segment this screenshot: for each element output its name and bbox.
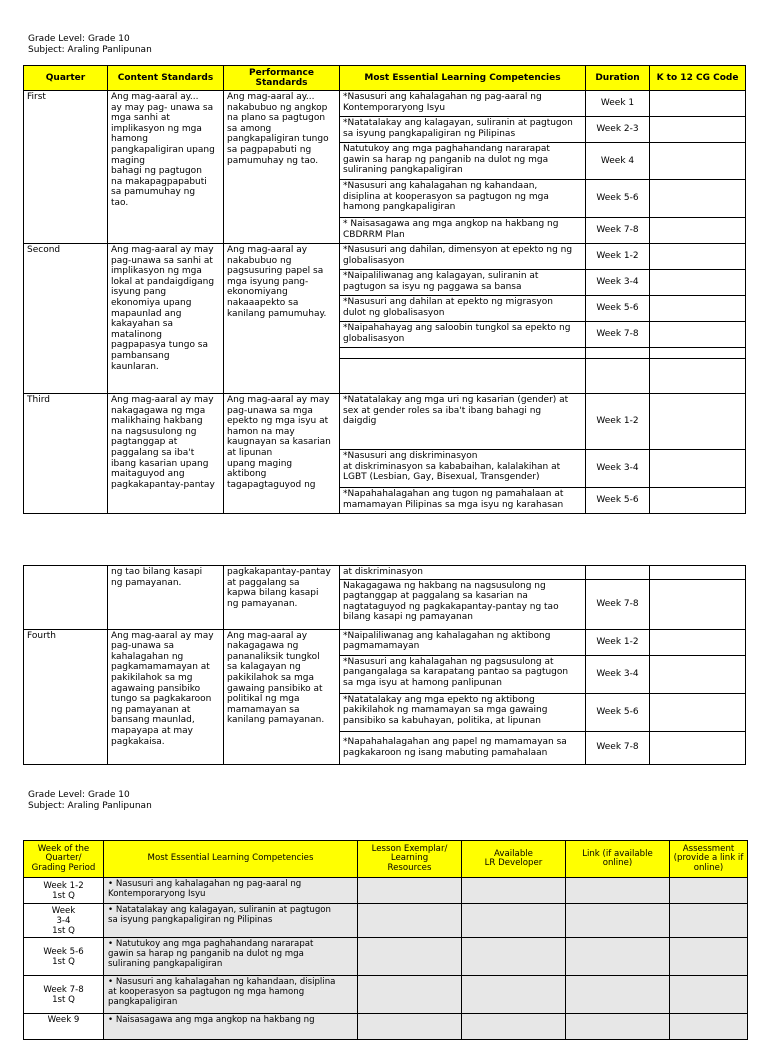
table-row <box>24 91 746 117</box>
competency-cell: *Naipahahayag ang saloobin tungkol sa epekto ng globalisasyon <box>340 322 586 348</box>
link-cell <box>566 878 670 904</box>
assessment-cell <box>670 976 748 1014</box>
duration-cell: Week 7-8 <box>586 731 650 764</box>
melc-table-part2 <box>23 565 746 765</box>
week-cell: Week 1-2 1st Q <box>24 878 104 904</box>
quarter-cell: First <box>24 91 108 244</box>
cg-code-cell <box>650 731 746 764</box>
lr-developer-cell <box>462 976 566 1014</box>
content-standard-cell: Ang mag-aaral ay may pag-unawa sa kahalagahan ng pagkamamamayan at pakikilahok sa mg agawaing pansibiko tungo sa pagkakaroon ng pamayanan at bansang maunlad, mapayapa at may pagkakaisa. <box>108 629 224 764</box>
competency-cell: *Natatalakay ang mga epekto ng aktibong pakikilahok ng mamamayan sa mga gawaing pansibiko sa kabuhayan, politika, at lipunan <box>340 693 586 731</box>
competency-cell: *Napahahalagahan ang papel ng mamamayan sa pagkakaroon ng isang mabuting pamahalaan <box>340 731 586 764</box>
week-cell: Week 3-4 1st Q <box>24 904 104 938</box>
duration-cell <box>586 359 650 394</box>
quarter-cell: Fourth <box>24 629 108 764</box>
table-row <box>24 244 746 270</box>
competency-cell: • Natutukoy ang mga paghahandang nararapat gawin sa harap ng panganib na dulot ng mga suliraning pangkapaligiran <box>104 938 358 976</box>
duration-cell: Week 3-4 <box>586 450 650 488</box>
header-melc: Most Essential Learning Competencies <box>104 841 358 878</box>
lesson-exemplar-cell <box>358 904 462 938</box>
competency-cell <box>340 359 586 394</box>
subject-2: Subject: Araling Panlipunan <box>28 801 152 811</box>
table-header-row <box>24 66 746 91</box>
duration-cell: Week 7-8 <box>586 218 650 244</box>
lesson-exemplar-cell <box>358 938 462 976</box>
performance-standard-cell: Ang mag-aaral ay... nakabubuo ng angkop na plano sa pagtugon sa among pangkapaligiran tungo sa pagpapabuti ng pamumuhay ng tao. <box>224 91 340 244</box>
duration-cell: Week 1-2 <box>586 394 650 450</box>
competency-cell: Nakagagawa ng hakbang na nagsusulong ng pagtanggap at paggalang sa kasarian na nagtataguyod ng pagkakapantay-pantay ng tao bilang kasapi ng pamayanan <box>340 579 586 629</box>
content-standard-cell: ng tao bilang kasapi ng pamayanan. <box>108 566 224 630</box>
cg-code-cell <box>650 270 746 296</box>
subject-1: Subject: Araling Panlipunan <box>28 45 152 55</box>
link-cell <box>566 976 670 1014</box>
content-standard-cell: Ang mag-aaral ay may nakagagawa ng mga malikhaing hakbang na nagsusulong ng pagtanggap at paggalang sa iba't ibang kasarian upang maitaguyod ang pagkakapantay-pantay <box>108 394 224 514</box>
lr-developer-cell <box>462 904 566 938</box>
assessment-cell <box>670 1014 748 1040</box>
duration-cell: Week 5-6 <box>586 296 650 322</box>
lesson-exemplar-cell <box>358 878 462 904</box>
table-header-row <box>24 841 748 878</box>
header-quarter: Quarter <box>24 66 108 91</box>
cg-code-cell <box>650 450 746 488</box>
duration-cell: Week 3-4 <box>586 270 650 296</box>
cg-code-cell <box>650 296 746 322</box>
header-week: Week of the Quarter/ Grading Period <box>24 841 104 878</box>
duration-cell: Week 2-3 <box>586 117 650 143</box>
week-cell: Week 5-6 1st Q <box>24 938 104 976</box>
cg-code-cell <box>650 117 746 143</box>
duration-cell: Week 7-8 <box>586 579 650 629</box>
quarter-cell: Third <box>24 394 108 514</box>
performance-standard-cell: Ang mag-aaral ay nakagagawa ng pananaliksik tungkol sa kalagayan ng pakikilahok sa mga gawaing pansibiko at politikal ng mga mamamayan sa kanilang pamayanan. <box>224 629 340 764</box>
competency-cell: *Naipaliliwanag ang kahalagahan ng aktibong pagmamamayan <box>340 629 586 655</box>
header-cg-code: K to 12 CG Code <box>650 66 746 91</box>
duration-cell: Week 5-6 <box>586 180 650 218</box>
competency-cell: *Naipaliliwanag ang kalagayan, suliranin at pagtugon sa isyu ng paggawa sa bansa <box>340 270 586 296</box>
link-cell <box>566 904 670 938</box>
header-performance-standards: Performance Standards <box>224 66 340 91</box>
duration-cell: Week 4 <box>586 143 650 180</box>
competency-cell: • Naisasagawa ang mga angkop na hakbang ng <box>104 1014 358 1040</box>
grade-level-2: Grade Level: Grade 10 <box>28 790 130 800</box>
lr-developer-cell <box>462 878 566 904</box>
table-row <box>24 1014 748 1040</box>
competency-cell: * Naisasagawa ang mga angkop na hakbang ng CBDRRM Plan <box>340 218 586 244</box>
competency-cell: • Nasusuri ang kahalagahan ng kahandaan, disiplina at kooperasyon sa pagtugon ng mga hamong pangkapaligiran <box>104 976 358 1014</box>
performance-standard-cell: Ang mag-aaral ay may pag-unawa sa mga epekto ng mga isyu at hamon na may kaugnayan sa kasarian at lipunan upang maging aktibong tagapagtaguyod ng <box>224 394 340 514</box>
header-duration: Duration <box>586 66 650 91</box>
content-standard-cell: Ang mag-aaral ay... ay may pag- unawa sa mga sanhi at implikasyon ng mga hamong pangkapaligiran upang maging bahagi ng pagtugon na makapagpapabuti sa pamumuhay ng tao. <box>108 91 224 244</box>
header-melc: Most Essential Learning Competencies <box>340 66 586 91</box>
competency-cell <box>340 348 586 359</box>
table-row <box>24 629 746 655</box>
competency-cell: *Nasusuri ang kahalagahan ng kahandaan, disiplina at kooperasyon sa pagtugon ng mga hamong pangkapaligiran <box>340 180 586 218</box>
header-link: Link (if available online) <box>566 841 670 878</box>
quarter-cell: Second <box>24 244 108 394</box>
competency-cell: • Natatalakay ang kalagayan, suliranin at pagtugon sa isyung pangkapaligiran ng Pilipinas <box>104 904 358 938</box>
cg-code-cell <box>650 322 746 348</box>
competency-cell: *Nasusuri ang kahalagahan ng pagsusulong at pangangalaga sa karapatang pantao sa pagtugon sa mga isyu at hamong panlipunan <box>340 655 586 693</box>
assessment-cell <box>670 878 748 904</box>
lesson-exemplar-cell <box>358 976 462 1014</box>
competency-cell: *Natatalakay ang mga uri ng kasarian (gender) at sex at gender roles sa iba't ibang bahagi ng daigdig <box>340 394 586 450</box>
table-row <box>24 878 748 904</box>
cg-code-cell <box>650 244 746 270</box>
cg-code-cell <box>650 566 746 580</box>
cg-code-cell <box>650 488 746 514</box>
table-row <box>24 938 748 976</box>
lr-developer-cell <box>462 938 566 976</box>
header-content-standards: Content Standards <box>108 66 224 91</box>
competency-cell: *Nasusuri ang diskriminasyon at diskriminasyon sa kababaihan, kalalakihan at LGBT (Lesbian, Gay, Bisexual, Transgender) <box>340 450 586 488</box>
header-lr-developer: Available LR Developer <box>462 841 566 878</box>
melc-table-part1 <box>23 65 746 514</box>
cg-code-cell <box>650 180 746 218</box>
content-standard-cell: Ang mag-aaral ay may pag-unawa sa sanhi at implikasyon ng mga lokal at pandaigdigang isyung pang ekonomiya upang mapaunlad ang kakayahan sa matalinong pagpapasya tungo sa pambansang kaunlaran. <box>108 244 224 394</box>
duration-cell: Week 7-8 <box>586 322 650 348</box>
table-row <box>24 566 746 580</box>
assessment-cell <box>670 938 748 976</box>
competency-cell: *Nasusuri ang dahilan at epekto ng migrasyon dulot ng globalisasyon <box>340 296 586 322</box>
cg-code-cell <box>650 579 746 629</box>
table-row <box>24 976 748 1014</box>
competency-cell: *Napahahalagahan ang tugon ng pamahalaan at mamamayan Pilipinas sa mga isyu ng karahasan <box>340 488 586 514</box>
lr-developer-cell <box>462 1014 566 1040</box>
table-row <box>24 394 746 450</box>
performance-standard-cell: pagkakapantay-pantay at paggalang sa kapwa bilang kasapi ng pamayanan. <box>224 566 340 630</box>
cg-code-cell <box>650 143 746 180</box>
header-assessment: Assessment (provide a link if online) <box>670 841 748 878</box>
cg-code-cell <box>650 394 746 450</box>
header-lesson-exemplar: Lesson Exemplar/ Learning Resources <box>358 841 462 878</box>
duration-cell: Week 5-6 <box>586 488 650 514</box>
lesson-exemplar-cell <box>358 1014 462 1040</box>
competency-cell: • Nasusuri ang kahalagahan ng pag-aaral ng Kontemporaryong Isyu <box>104 878 358 904</box>
cg-code-cell <box>650 348 746 359</box>
competency-cell: *Nasusuri ang dahilan, dimensyon at epekto ng ng globalisasyon <box>340 244 586 270</box>
cg-code-cell <box>650 218 746 244</box>
week-cell: Week 7-8 1st Q <box>24 976 104 1014</box>
cg-code-cell <box>650 693 746 731</box>
duration-cell: Week 3-4 <box>586 655 650 693</box>
week-cell: Week 9 <box>24 1014 104 1040</box>
duration-cell <box>586 348 650 359</box>
competency-cell: Natutukoy ang mga paghahandang nararapat gawin sa harap ng panganib na dulot ng mga suliraning pangkapaligiran <box>340 143 586 180</box>
performance-standard-cell: Ang mag-aaral ay nakabubuo ng pagsusuring papel sa mga isyung pang- ekonomiyang nakaaapekto sa kanilang pamumuhay. <box>224 244 340 394</box>
competency-cell: *Nasusuri ang kahalagahan ng pag-aaral ng Kontemporaryong Isyu <box>340 91 586 117</box>
cg-code-cell <box>650 91 746 117</box>
duration-cell: Week 1-2 <box>586 629 650 655</box>
link-cell <box>566 938 670 976</box>
assessment-cell <box>670 904 748 938</box>
competency-cell: at diskriminasyon <box>340 566 586 580</box>
quarter-cell <box>24 566 108 630</box>
competency-cell: *Natatalakay ang kalagayan, suliranin at pagtugon sa isyung pangkapaligiran ng Pilipinas <box>340 117 586 143</box>
link-cell <box>566 1014 670 1040</box>
grade-level-1: Grade Level: Grade 10 <box>28 34 130 44</box>
table-row <box>24 904 748 938</box>
cg-code-cell <box>650 629 746 655</box>
cg-code-cell <box>650 359 746 394</box>
duration-cell: Week 1-2 <box>586 244 650 270</box>
lr-table <box>23 840 748 1040</box>
cg-code-cell <box>650 655 746 693</box>
duration-cell: Week 5-6 <box>586 693 650 731</box>
duration-cell: Week 1 <box>586 91 650 117</box>
duration-cell <box>586 566 650 580</box>
